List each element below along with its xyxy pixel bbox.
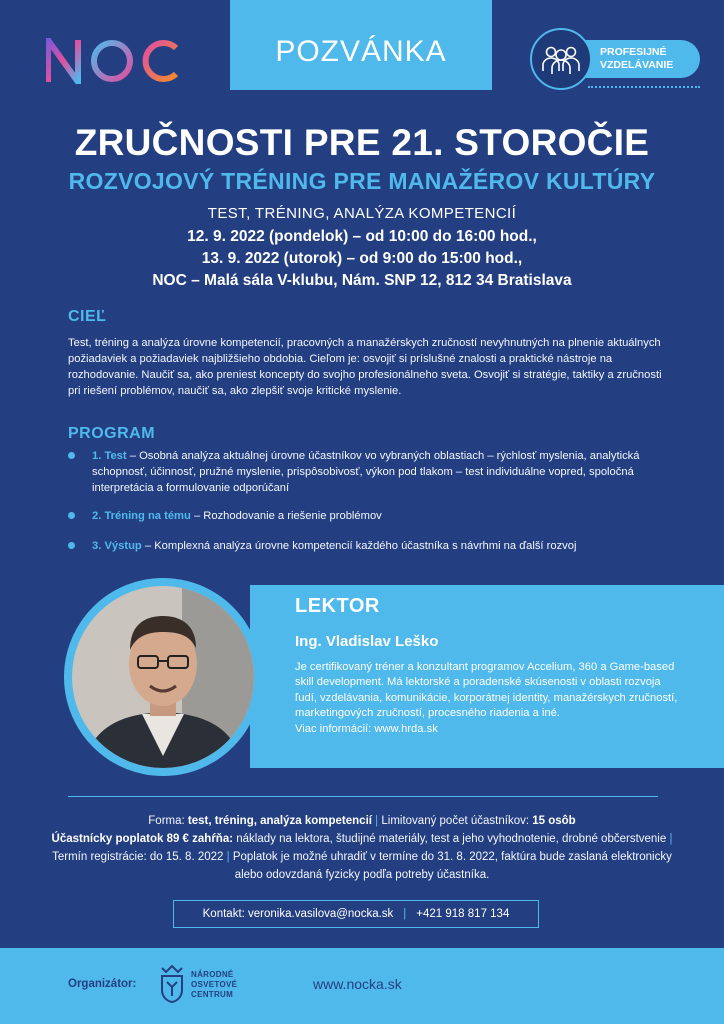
page-subtitle: ROZVOJOVÝ TRÉNING PRE MANAŽÉROV KULTÚRY [68,168,656,194]
program-item [68,508,668,524]
fee-label: Účastnícky poplatok 89 € zahŕňa: [51,833,234,845]
capacity-label: Limitovaný počet účastníkov: [381,815,533,827]
goal-heading: CIEĽ [68,308,107,325]
invitation-tag-label: POZVÁNKA [275,35,447,68]
program-item-text: – Rozhodovanie a riešenie problémov [190,510,382,522]
program-item [68,538,668,554]
program-heading: PROGRAM [68,425,156,442]
format-value: test, tréning, analýza kompetencií [187,815,372,827]
contact-box [173,900,539,928]
contact-phone[interactable]: +421 918 817 134 [416,908,510,920]
program-item [68,448,668,496]
badge-dotted-line [588,86,700,88]
program-item-label: 1. Test [92,450,127,462]
lektor-bio-text: Je certifikovaný tréner a konzultant programov Accelium, 360 a Game-based skill development. Má lektorské a poradenské skúsenosti v oblasti rozvoja ľudí, vzdelávania, komunikácie, korporátnej identity, manažérskych zručností, marketingových zručností, procesného riadenia a iné. [295,661,678,720]
separator: | [669,833,673,845]
website-link[interactable]: www.nocka.sk [313,976,402,992]
separator: | [403,908,407,920]
noc-emblem-icon [158,964,186,1004]
footer-info [40,812,684,884]
badge-line2: VZDELÁVANIE [600,59,674,71]
organizer-label: Organizátor: [68,978,137,990]
noc-name-line2: OSVETOVÉ [191,980,238,989]
event-format: TEST, TRÉNING, ANALÝZA KOMPETENCIÍ [207,205,517,222]
program-item-text: – Komplexná analýza úrovne kompetencií každého účastníka s návrhmi na ďalší rozvoj [141,540,577,552]
goal-text: Test, tréning a analýza úrovne kompetencií, pracovných a manažérskych zručností nevyhnutných na plnenie aktuálnych požiadaviek a požiadaviek najbližšieho obdobia. Cieľom je: osvojiť si príslušné znalosti a praktické nástroje na rozhodovanie. Naučiť sa, ako preniest koncepty do svojho profesionálneho sveta. Osvojiť si stratégie, taktiky a zručnosti pri riešení problémov, naučiť sa, ako zlepšiť svoje kritické myslenie. [68,337,662,397]
noc-logo [46,38,186,84]
noc-name-line3: CENTRUM [191,990,234,999]
program-item-text: – Osobná analýza aktuálnej úrovne účastníkov vo vybraných oblastiach – rýchlosť myslenia, analytická schopnosť, účinnosť, pružné myslenie, prispôsobivosť, výkon pod tlakom – test individuálne vopred, spoločná interpretácia a formulovanie odporúčaní [92,450,640,494]
event-info [0,205,724,292]
separator: | [226,851,230,863]
badge-pill [580,40,700,78]
separator: | [375,815,379,827]
people-group-icon [530,28,592,90]
contact-email[interactable]: Kontakt: veronika.vasilova@nocka.sk [202,908,394,920]
registration-deadline: Termín registrácie: do 15. 8. 2022 [52,851,224,863]
bullet-icon [68,512,75,519]
fee-text: náklady na lektora, študijné materiály, test a jeho vyhodnotenie, drobné občerstvenie [233,833,667,845]
lektor-name: Ing. Vladislav Leško [295,633,439,650]
payment-info: Poplatok je možné uhradiť v termíne do 31. 8. 2022, faktúra bude zaslaná elektronicky alebo odovzdaná fyzicky podľa potreby účastníka. [232,851,672,881]
page-title: ZRUČNOSTI PRE 21. STOROČIE [74,122,650,163]
lektor-heading: LEKTOR [295,595,380,617]
lektor-bio [295,660,685,737]
bullet-icon [68,542,75,549]
divider [68,796,658,797]
lektor-photo-frame [64,578,262,776]
lektor-photo [72,586,254,768]
professional-education-badge [530,28,700,92]
event-venue: NOC – Malá sála V-klubu, Nám. SNP 12, 812 34 Bratislava [152,272,572,289]
badge-line1: PROFESIJNÉ [600,46,667,58]
bullet-icon [68,452,75,459]
logo-text: NOC [46,38,49,39]
noc-name [191,970,237,1000]
program-item-label: 2. Tréning na tému [92,510,191,522]
invitation-tag [230,0,492,90]
program-item-label: 3. Výstup [92,540,142,552]
lektor-more-info: Viac informácií: www.hrda.sk [295,722,438,735]
capacity-value: 15 osôb [532,815,576,827]
event-date-2: 13. 9. 2022 (utorok) – od 9:00 do 15:00 hod., [201,250,523,267]
noc-name-line1: NÁRODNÉ [191,970,234,979]
bottom-bar [0,948,724,1024]
event-date-1: 12. 9. 2022 (pondelok) – od 10:00 do 16:00 hod., [187,228,537,245]
format-label: Forma: [148,815,188,827]
